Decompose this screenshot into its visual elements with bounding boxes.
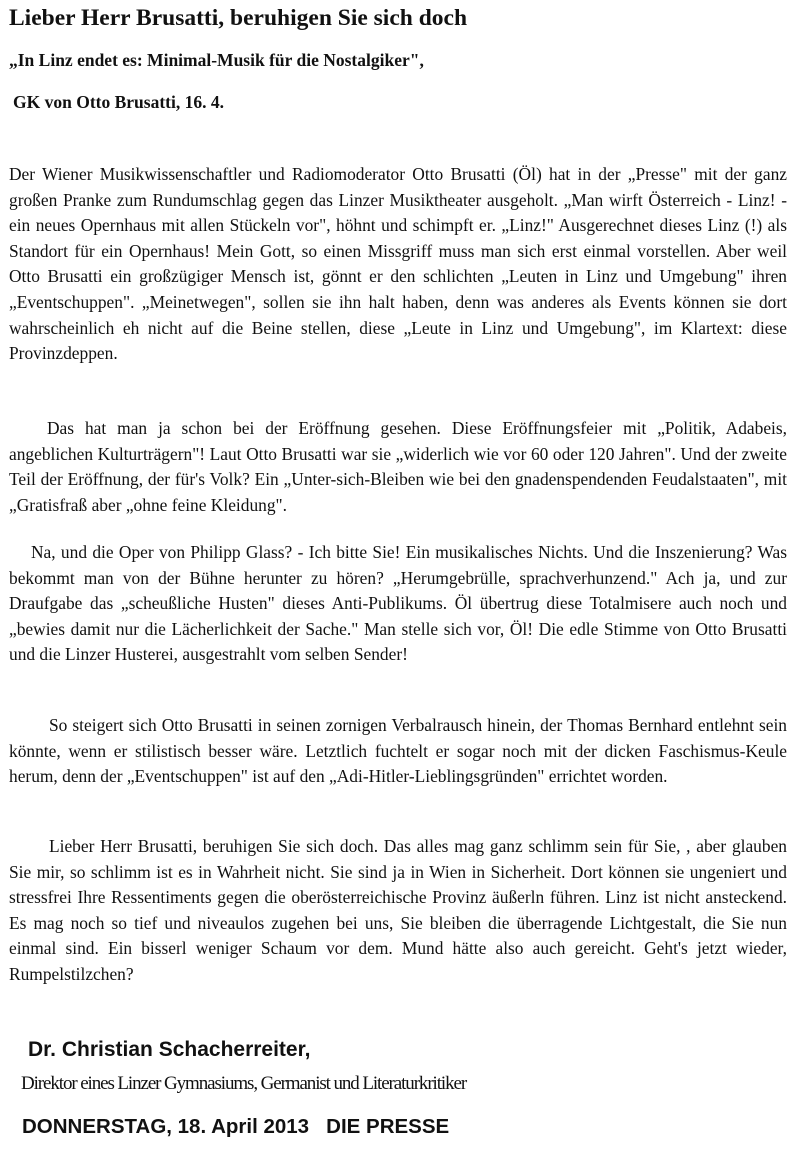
article-headline: Lieber Herr Brusatti, beruhigen Sie sich doch — [9, 5, 468, 31]
author-role: Direktor eines Linzer Gymnasiums, Germanist und Literaturkritiker — [21, 1073, 467, 1094]
article-subline-title: „In Linz endet es: Minimal-Musik für die Nostalgiker", — [9, 50, 424, 70]
article-paragraph-5: Lieber Herr Brusatti, beruhigen Sie sich doch. Das alles mag ganz schlimm sein für Sie, , aber glauben Sie mir, so schlimm ist es in Wahrheit nicht. Sie sind ja in Wien in Sicherheit. Dort können sie ungeniert und stressfrei Ihre Ressentiments gegen die oberösterreichische Provinz äußerln führen. Linz ist nicht ansteckend. Es mag noch so tief und niveaulos zugehen bei uns, Sie bleiben die überragende Lichtgestalt, die Sie nun einmal sind. Ein bisserl weniger Schaum vor dem. Mund hätte also auch gereicht. Geht's jetzt wieder, Rumpelstilzchen? — [9, 836, 787, 984]
article-paragraph-3: Na, und die Oper von Philipp Glass? - Ich bitte Sie! Ein musikalisches Nichts. Und die Inszenierung? Was bekommt man von der Bühne herunter zu hören? „Herumgebrülle, sprachverhunzend." Ach ja, und zur Draufgabe das „scheußliche Husten" dieses Anti-Publikums. Öl übertrug diese Totalmisere auch noch und „bewies damit nur die Lächerlichkeit der Sache." Man stelle sich vor, Öl! Die edle Stimme von Otto Brusatti und die Linzer Husterei, ausgestrahlt vom selben Sender! — [9, 542, 787, 665]
article-paragraph-1: Der Wiener Musikwissenschaftler und Radiomoderator Otto Brusatti (Öl) hat in der „Presse" mit der ganz großen Pranke zum Rundumschlag gegen das Linzer Musiktheater ausgeholt. „Man wirft Österreich - Linz! - ein neues Opernhaus mit allen Stückeln vor", höhnt und schimpft er. „Linz!" Ausgerechnet dieses Linz (!) als Standort für ein Opernhaus! Mein Gott, so einen Missgriff muss man sich erst einmal vorstellen. Aber weil Otto Brusatti ein großzügiger Mensch ist, gönnt er den schlichten „Leuten in Linz und Umgebung" ihren „Eventschuppen". „Meinetwegen", sollen sie ihn halt haben, denn was anderes als Events können sie dort wahrscheinlich eh nicht auf die Beine stellen, diese „Leute in Linz und Umgebung", im Klartext: diese Provinzdeppen. — [9, 164, 787, 364]
article-paragraph-2: Das hat man ja schon bei der Eröffnung gesehen. Diese Eröffnungsfeier mit „Politik, Adabeis, angeblichen Kulturträgern"! Laut Otto Brusatti war sie „widerlich wie vor 60 oder 120 Jahren". Und der zweite Teil der Eröffnung, der für's Volk? Ein „Unter-sich-Bleiben wie bei den gnadenspendenden Feudalstaaten", mit „Gratisfraß aber „ohne feine Kleidung". — [9, 418, 787, 515]
article-subline-reference: GK von Otto Brusatti, 16. 4. — [13, 92, 224, 112]
publication-dateline: DONNERSTAG, 18. April 2013 DIE PRESSE — [22, 1115, 450, 1138]
article-paragraph-4: So steigert sich Otto Brusatti in seinen zornigen Verbalrausch hinein, der Thomas Bernhard entlehnt sein könnte, wenn er stilistisch besser wäre. Letztlich fuchtelt er sogar noch mit der dicken Faschismus-Keule herum, denn der „Eventschuppen" ist auf den „Adi-Hitler-Lieblingsgründen" errichtet worden. — [9, 715, 787, 787]
author-name: Dr. Christian Schacherreiter, — [28, 1038, 311, 1061]
